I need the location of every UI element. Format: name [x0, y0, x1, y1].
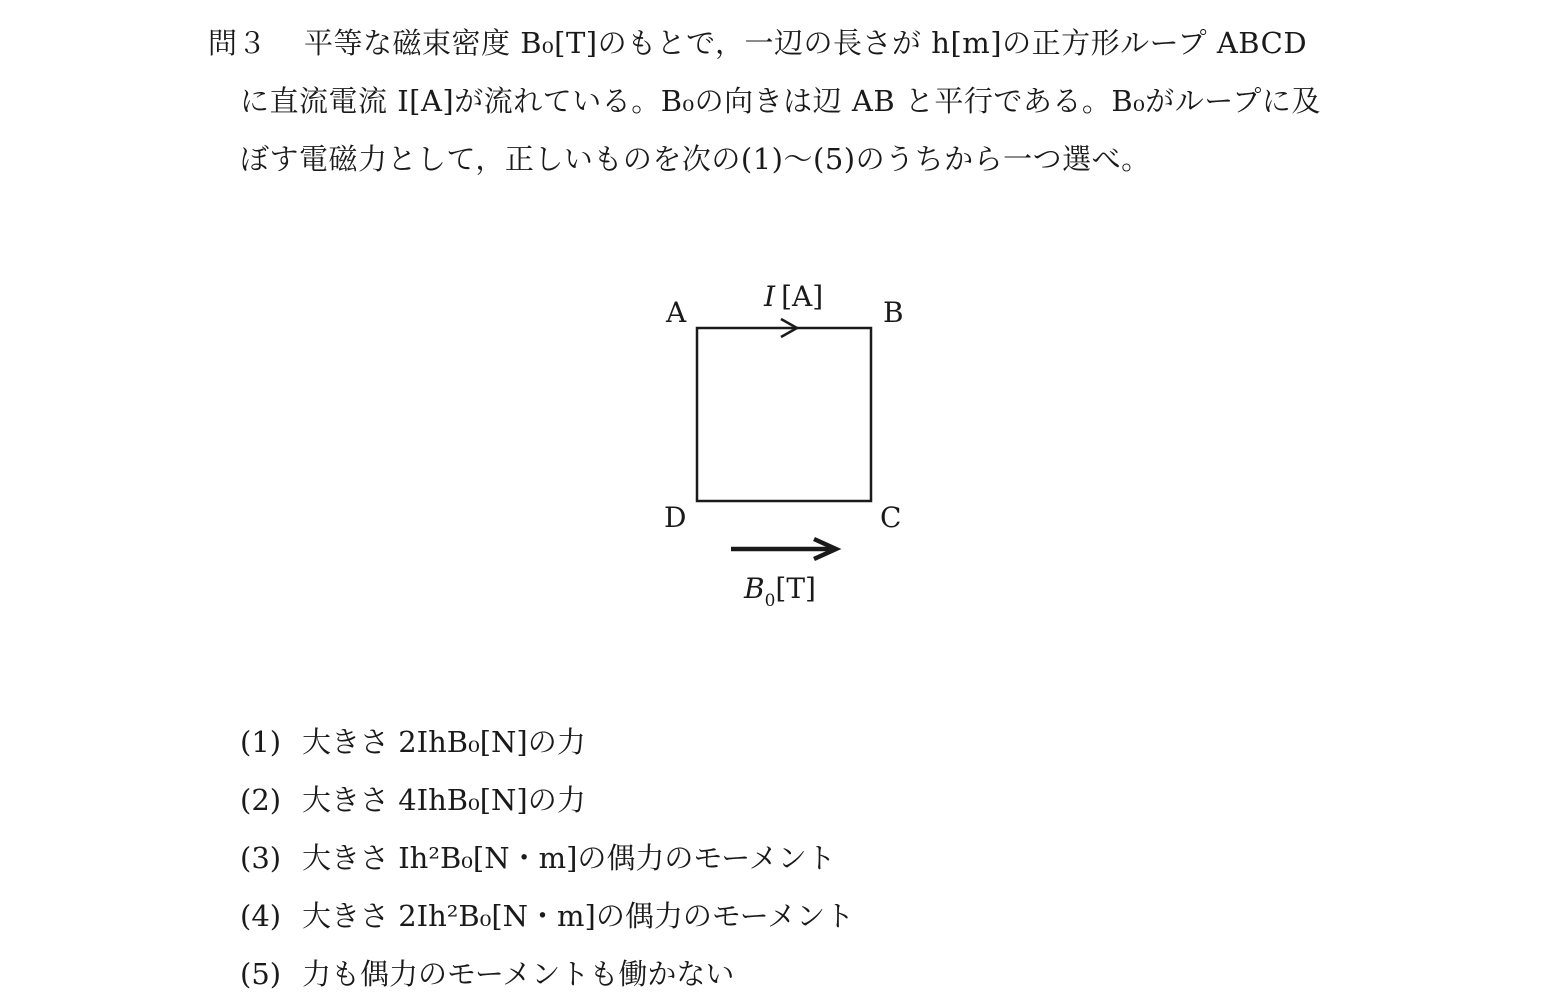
question-text-1: 平等な磁束密度 B₀[T]のもとで，一辺の長さが h[m]の正方形ループ ABCD — [304, 26, 1308, 60]
choice-label: (1) — [240, 725, 282, 759]
choice-2[interactable] — [240, 776, 854, 834]
choice-text: 大きさ 2Ih²B₀[N・m]の偶力のモーメント — [302, 899, 855, 933]
loop-figure — [640, 270, 940, 620]
choice-label: (2) — [240, 783, 282, 817]
question-line-2 — [208, 76, 1368, 134]
answer-choices — [240, 718, 854, 1008]
field-unit: [T] — [775, 572, 816, 605]
vertex-label-d: D — [664, 501, 687, 534]
current-symbol: I — [764, 280, 776, 313]
choice-3[interactable] — [240, 834, 854, 892]
field-subscript: 0 — [764, 591, 776, 611]
current-unit: [A] — [781, 280, 824, 313]
choice-5[interactable] — [240, 950, 854, 1008]
question-line-1 — [208, 18, 1368, 76]
vertex-label-a: A — [666, 296, 687, 329]
choice-text: 力も偶力のモーメントも働かない — [302, 957, 735, 991]
choice-text: 大きさ 2IhB₀[N]の力 — [302, 725, 586, 759]
question-block — [208, 18, 1368, 192]
choice-1[interactable] — [240, 718, 854, 776]
question-text-2: に直流電流 I[A]が流れている。B₀の向きは辺 AB と平行である。B₀がループに及 — [240, 84, 1321, 118]
choice-label: (5) — [240, 957, 282, 991]
choice-text: 大きさ 4IhB₀[N]の力 — [302, 783, 586, 817]
field-symbol: B — [744, 572, 765, 605]
choice-label: (4) — [240, 899, 282, 933]
field-label — [743, 572, 816, 611]
question-line-3 — [208, 134, 1368, 192]
choice-4[interactable] — [240, 892, 854, 950]
square-loop — [697, 328, 871, 501]
question-text-3: ぼす電磁力として，正しいものを次の(1)〜(5)のうちから一つ選べ。 — [240, 142, 1151, 176]
choice-text: 大きさ Ih²B₀[N・m]の偶力のモーメント — [302, 841, 836, 875]
vertex-label-c: C — [880, 501, 902, 534]
current-label — [763, 280, 823, 313]
choice-label: (3) — [240, 841, 282, 875]
question-number: 問３ — [208, 26, 268, 60]
vertex-label-b: B — [883, 296, 904, 329]
loop-diagram — [640, 270, 940, 620]
